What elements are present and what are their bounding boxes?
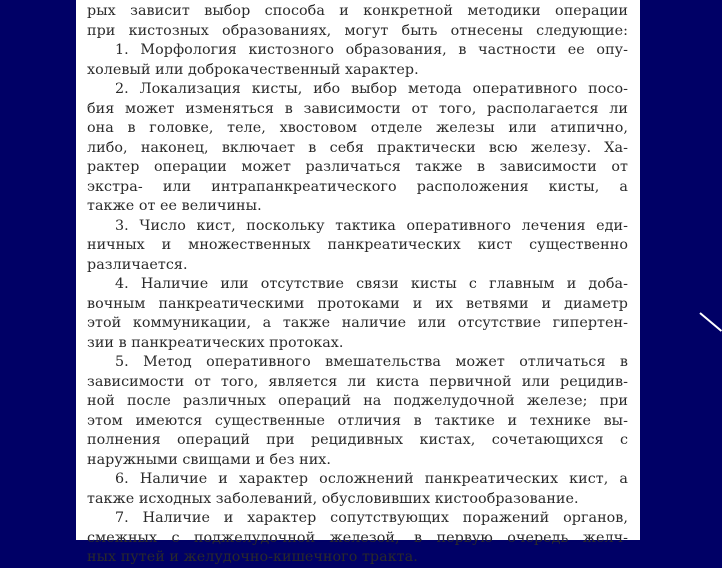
- text-line: вочным панкреатическими протоками и их ветвями и диаметр: [87, 295, 628, 312]
- text-line: ничных и множественных панкреатических кист существенно: [87, 237, 628, 253]
- text-line: 1. Морфология кистозного образования, в частности ее опу-: [115, 42, 628, 58]
- text-line: рактер операции может различаться также в зависимости от: [87, 159, 628, 175]
- text-line: зии в панкреатических протоках.: [87, 334, 344, 351]
- text-line: она в головке, теле, хвостовом отделе железы или атипично,: [87, 120, 628, 136]
- text-line: этом имеются существенные отличия в тактике и технике вы-: [87, 412, 628, 429]
- text-line: также от ее величины.: [87, 198, 262, 214]
- text-line: рых зависит выбор способа и конкретной методики операции: [87, 3, 628, 19]
- text-line: либо, наконец, включает в себя практически всю железу. Ха-: [87, 139, 628, 156]
- document-page: [76, 0, 640, 565]
- text-line: ной после различных операций на поджелудочной железе; при: [87, 393, 628, 409]
- text-line: ных путей и желудочно-кишечного тракта.: [87, 549, 418, 565]
- document-text: [87, 2, 628, 568]
- text-line: 7. Наличие и характер сопутствующих поражений органов,: [115, 510, 628, 526]
- text-line: 6. Наличие и характер осложнений панкреатических кист, а: [115, 471, 628, 487]
- text-line: этой коммуникации, а также наличие или отсутствие гипертен-: [87, 315, 628, 331]
- text-line: бия может изменяться в зависимости от того, располагается ли: [87, 100, 628, 117]
- text-line: при кистозных образованиях, могут быть отнесены следующие:: [87, 22, 628, 39]
- text-line: также исходных заболеваний, обусловивших кистообразование.: [87, 490, 579, 507]
- text-line: 5. Метод оперативного вмешательства может отличаться в: [115, 354, 628, 370]
- text-line: экстра- или интрапанкреатического расположения кисты, а: [87, 178, 628, 195]
- text-line: зависимости от того, является ли киста первичной или рецидив-: [87, 373, 628, 390]
- text-line: 3. Число кист, поскольку тактика оперативного лечения еди-: [115, 217, 628, 234]
- text-line: смежных с поджелудочной железой, в первую очередь желч-: [87, 529, 628, 546]
- text-line: различается.: [87, 256, 188, 273]
- text-line: 2. Локализация кисты, ибо выбор метода оперативного посо-: [115, 81, 628, 97]
- text-line: холевый или доброкачественный характер.: [87, 61, 419, 78]
- text-line: полнения операций при рецидивных кистах, сочетающихся с: [87, 432, 628, 448]
- decorative-line: [699, 312, 722, 332]
- text-line: 4. Наличие или отсутствие связи кисты с главным и доба-: [115, 276, 628, 292]
- text-line: наружными свищами и без них.: [87, 451, 332, 468]
